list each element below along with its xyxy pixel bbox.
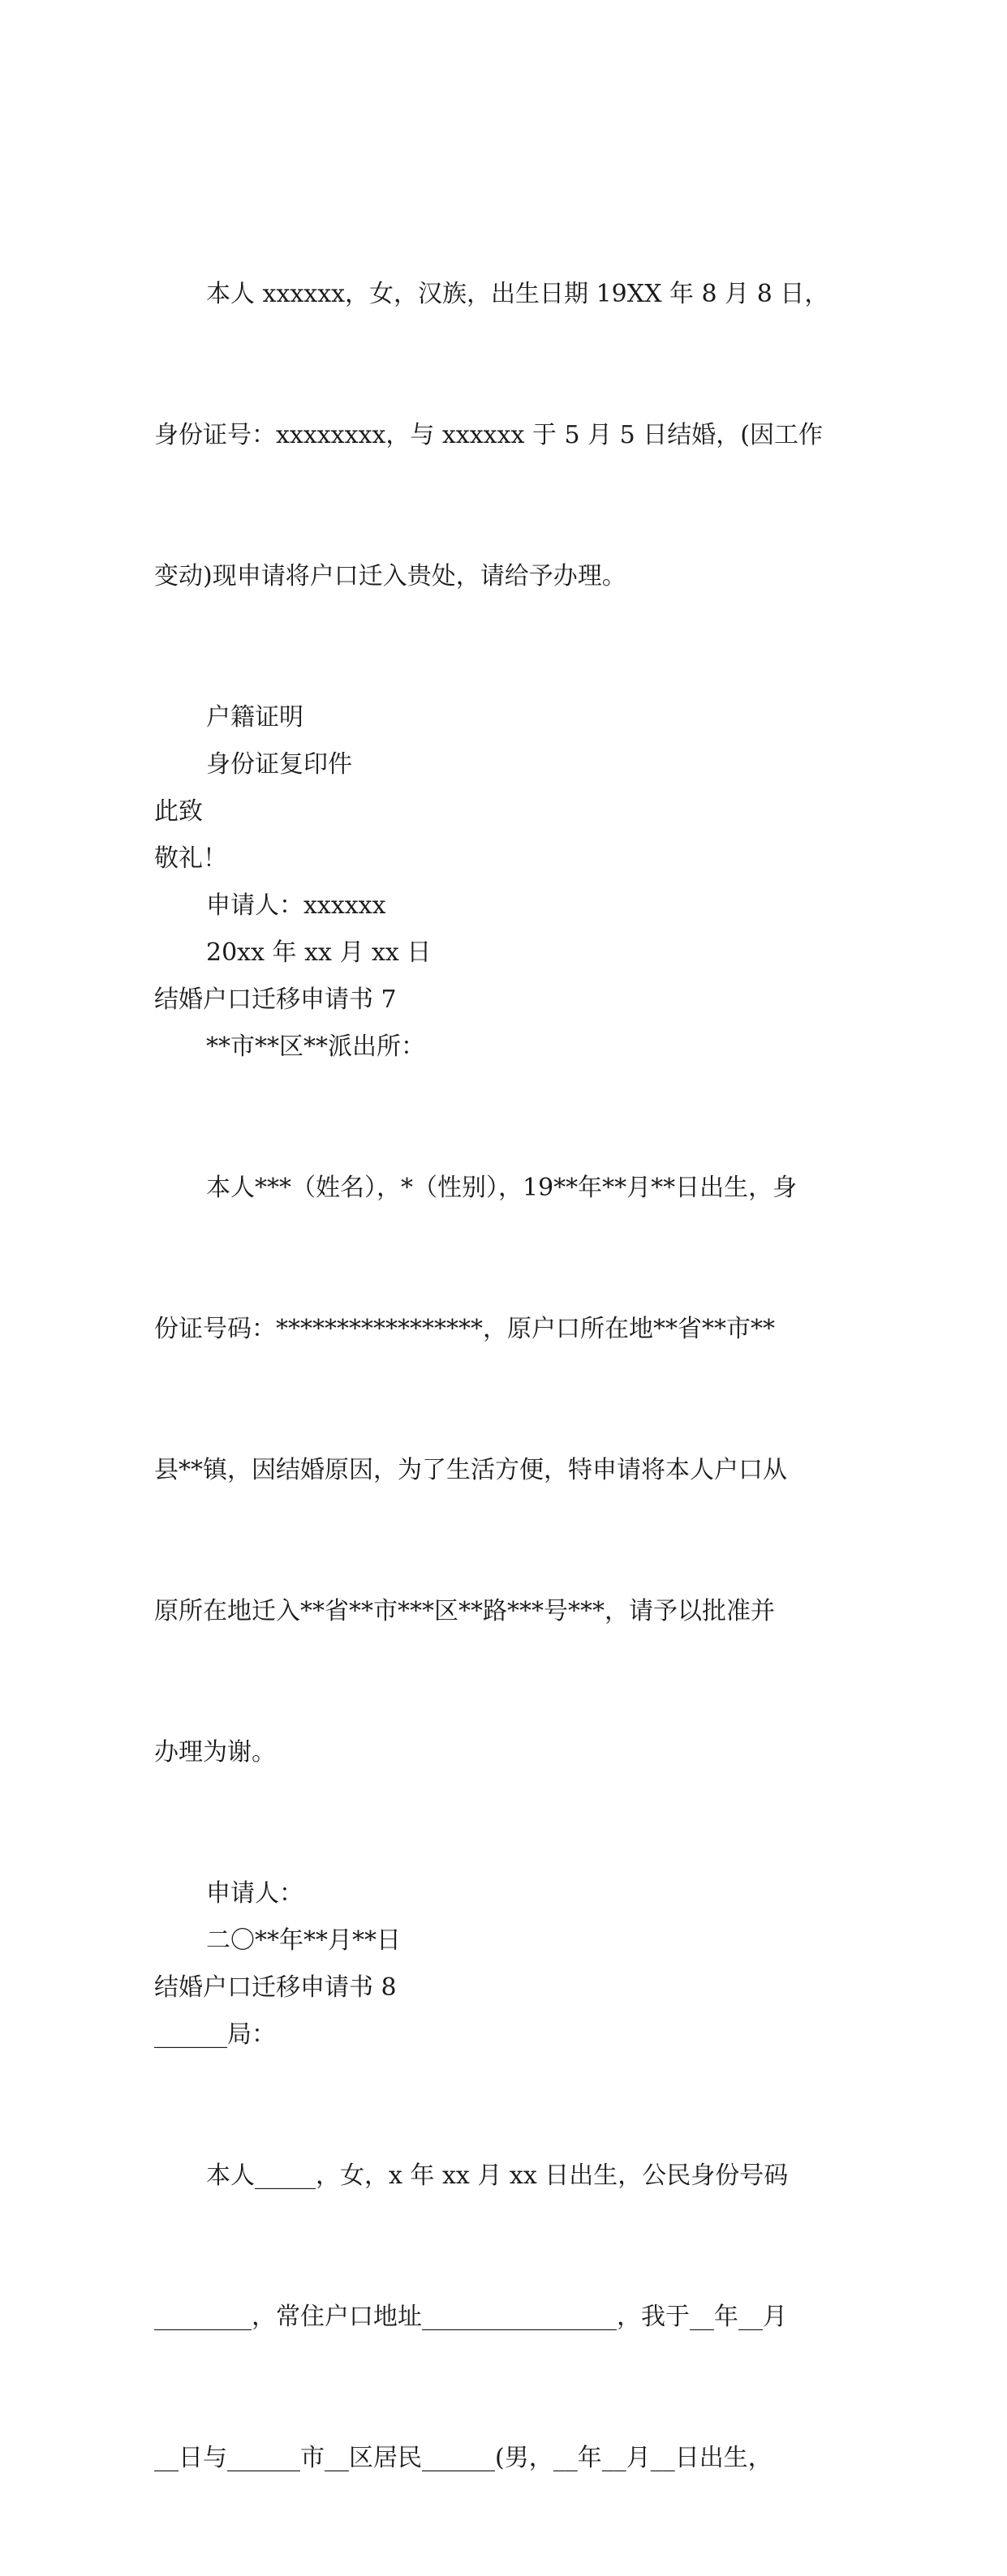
addressee-line: ______局：: [154, 2020, 276, 2049]
section-title: 结婚户口迁移申请书 8: [154, 1973, 397, 2002]
paragraph-applicant-statement: [154, 177, 852, 694]
text-line: 份证号码：*****************，原户口所在地**省**市**: [154, 1315, 775, 1343]
text-line: 本人 xxxxxx，女，汉族，出生日期 19XX 年 8 月 8 日，: [206, 280, 829, 308]
addressee-line: **市**区**派出所：: [206, 1033, 425, 1061]
text-line: 变动)现申请将户口迁入贵处，请给予办理。: [154, 562, 626, 590]
attachment-id-copy: 身份证复印件: [206, 750, 352, 779]
document-body: [154, 177, 852, 2576]
closing-regards: 敬礼！: [154, 844, 227, 873]
attachment-household-certificate: 户籍证明: [206, 703, 303, 732]
text-line: ________，常住户口地址________________，我于__年__月: [154, 2303, 787, 2331]
text-line: __日与______市__区居民______(男，__年__月__日出生，: [154, 2444, 772, 2472]
paragraph-applicant-statement: [154, 1071, 852, 1870]
applicant-signature: 申请人：: [206, 1879, 303, 1908]
text-line: 原所在地迁入**省**市***区**路***号***，请予以批准并: [154, 1597, 775, 1625]
closing-salutation: 此致: [154, 797, 203, 826]
applicant-signature: 申请人：xxxxxx: [206, 891, 386, 920]
date-line: 20xx 年 xx 月 xx 日: [206, 938, 432, 967]
text-line: 本人***（姓名），*（性别），19**年**月**日出生，身: [206, 1174, 798, 1202]
date-line: 二〇**年**月**日: [206, 1926, 401, 1955]
text-line: 办理为谢。: [154, 1738, 276, 1767]
section-title: 结婚户口迁移申请书 7: [154, 985, 397, 1014]
text-line: 本人_____，女，x 年 xx 月 xx 日出生，公民身份号码: [206, 2162, 789, 2190]
text-line: 县**镇，因结婚原因，为了生活方便，特申请将本人户口从: [154, 1456, 787, 1484]
paragraph-applicant-statement: [154, 2059, 852, 2576]
text-line: 身份证号：xxxxxxxx，与 xxxxxx 于 5 月 5 日结婚，(因工作: [154, 421, 823, 449]
